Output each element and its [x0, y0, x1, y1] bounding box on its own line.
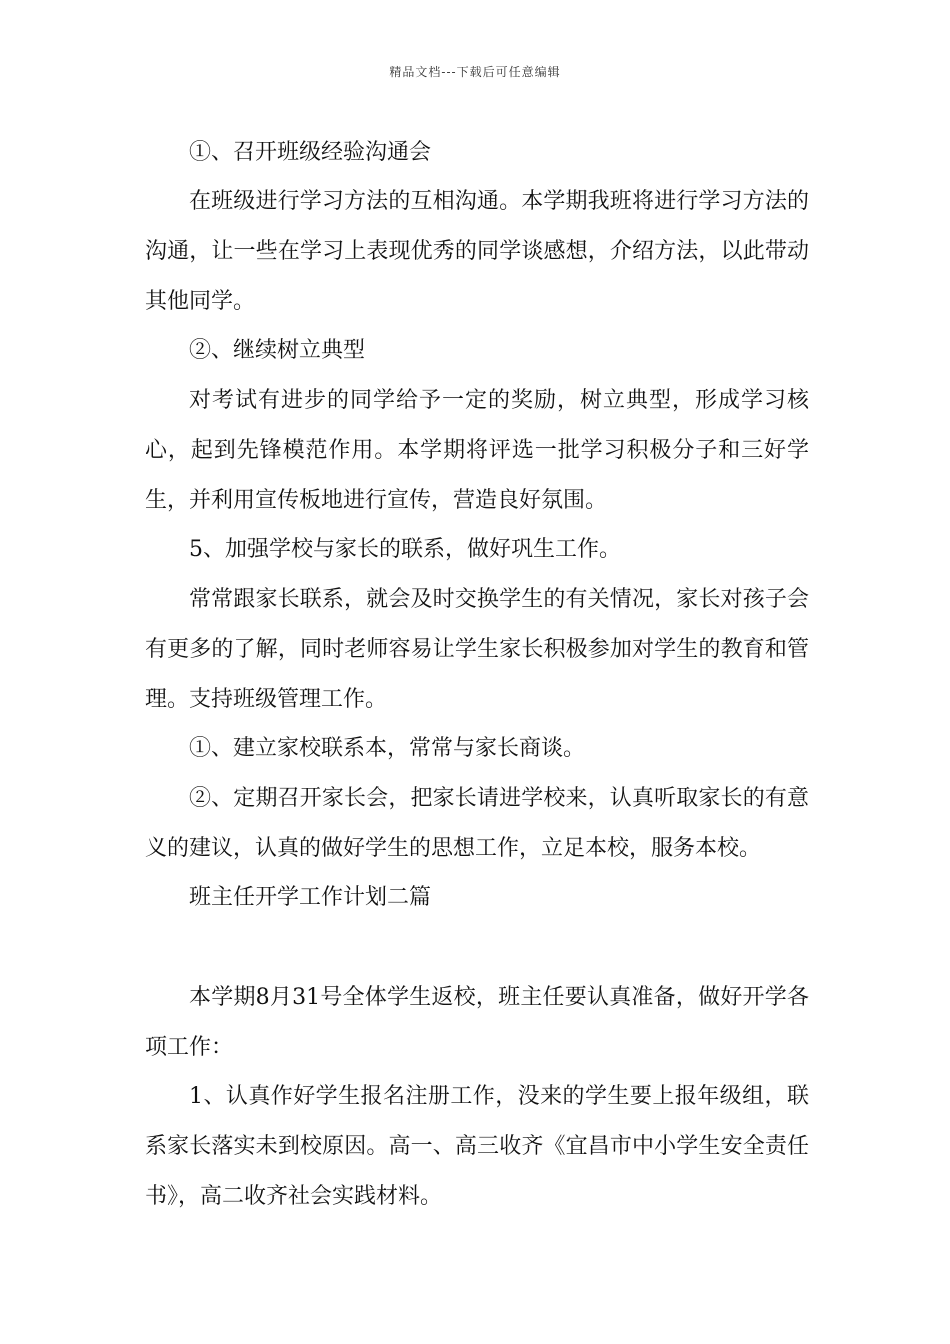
paragraph-8: ②、定期召开家长会，把家长请进学校来，认真听取家长的有意义的建议，认真的做好学生的思想工作，立足本校，服务本校。 [145, 786, 809, 861]
paragraph-2: 在班级进行学习方法的互相沟通。本学期我班将进行学习方法的沟通，让一些在学习上表现优秀的同学谈感想，介绍方法，以此带动其他同学。 [145, 189, 809, 314]
paragraph-10: 1、认真作好学生报名注册工作，没来的学生要上报年级组，联系家长落实未到校原因。高一、高三收齐《宜昌市中小学生安全责任书》，高二收齐社会实践材料。 [145, 1084, 809, 1209]
paragraph-5: 5、加强学校与家长的联系，做好巩生工作。 [189, 537, 621, 562]
paragraph-3: ②、继续树立典型 [189, 338, 366, 363]
page-header: 精品文档---下载后可任意编辑 [389, 65, 561, 79]
paragraph-6: 常常跟家长联系，就会及时交换学生的有关情况，家长对孩子会有更多的了解，同时老师容易让学生家长积极参加对学生的教育和管理。支持班级管理工作。 [145, 587, 809, 712]
section-heading: 班主任开学工作计划二篇 [189, 885, 432, 910]
paragraph-1: ①、召开班级经验沟通会 [189, 140, 432, 165]
paragraph-7: ①、建立家校联系本，常常与家长商谈。 [189, 736, 586, 761]
paragraph-4: 对考试有进步的同学给予一定的奖励，树立典型，形成学习核心，起到先锋模范作用。本学期将评选一批学习积极分子和三好学生，并利用宣传板地进行宣传，营造良好氛围。 [145, 388, 809, 513]
paragraph-9: 本学期8月31号全体学生返校，班主任要认真准备，做好开学各项工作： [145, 985, 809, 1060]
